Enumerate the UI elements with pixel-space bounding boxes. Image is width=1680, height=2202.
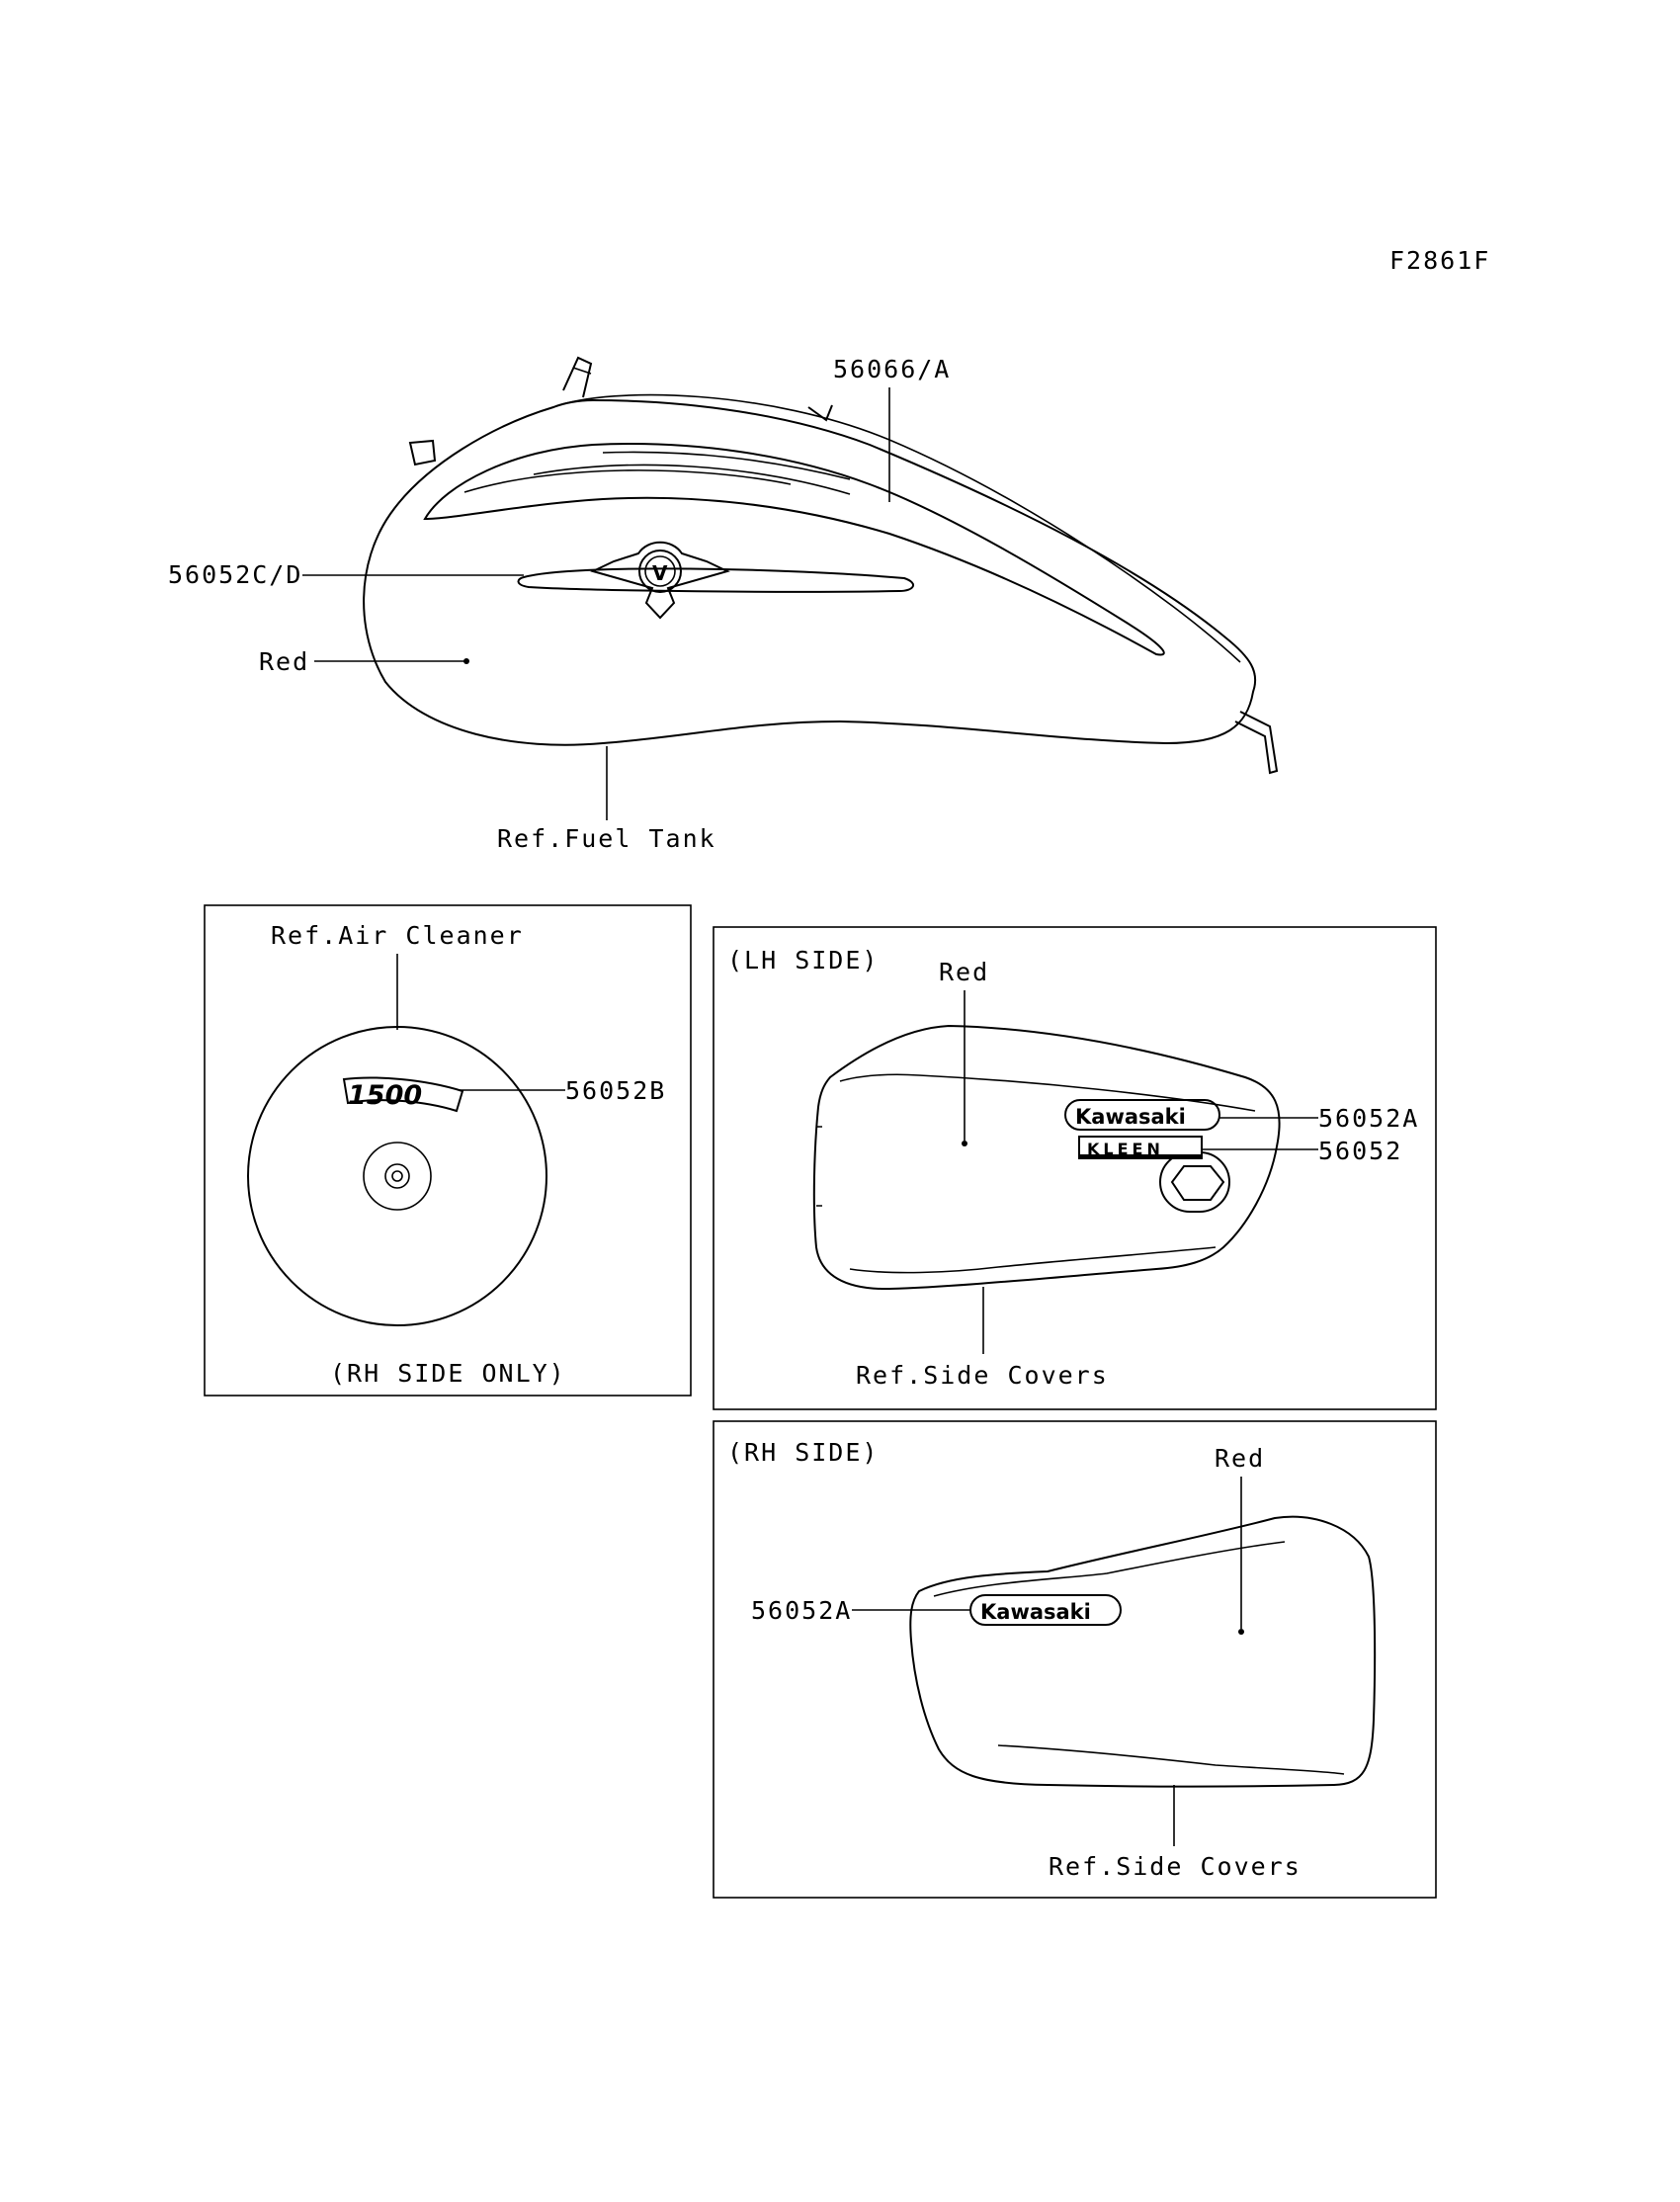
label-ref-air-cleaner: Ref.Air Cleaner [271, 921, 524, 950]
label-lh-ref-side-covers: Ref.Side Covers [856, 1361, 1109, 1390]
fuel-tank-drawing [364, 358, 1277, 773]
lh-side-heading: (LH SIDE) [727, 946, 880, 974]
tank-red-dot [463, 658, 469, 664]
label-56052cd: 56052C/D [168, 560, 303, 589]
label-rh-56052a: 56052A [751, 1596, 853, 1625]
label-rh-red: Red [1215, 1444, 1266, 1473]
rh-side-box [714, 1421, 1436, 1898]
air-cleaner-box [205, 905, 691, 1396]
lh-side-cover-drawing [814, 1026, 1280, 1289]
air-cleaner-cover-drawing [248, 1027, 546, 1325]
rh-side-cover-drawing [910, 1517, 1375, 1787]
figure-code: F2861F [1389, 246, 1491, 275]
label-lh-56052: 56052 [1318, 1137, 1403, 1165]
label-rh-side-only: (RH SIDE ONLY) [330, 1359, 566, 1388]
lh-kawasaki-logo: Kawasaki [1075, 1105, 1186, 1129]
label-56066a: 56066/A [833, 355, 952, 383]
rh-kawasaki-logo: Kawasaki [980, 1600, 1091, 1624]
air-cleaner-badge: 1500 [348, 1080, 423, 1111]
tank-emblem-letter: V [652, 561, 668, 585]
label-tank-red: Red [259, 647, 310, 676]
label-lh-red: Red [939, 958, 990, 986]
lh-side-box [714, 927, 1436, 1409]
label-56052b: 56052B [565, 1076, 667, 1105]
label-rh-ref-side-covers: Ref.Side Covers [1049, 1852, 1302, 1881]
lh-red-dot [962, 1141, 967, 1146]
rh-side-heading: (RH SIDE) [727, 1438, 880, 1467]
label-lh-56052a: 56052A [1318, 1104, 1420, 1133]
rh-red-dot [1238, 1629, 1244, 1635]
label-ref-fuel-tank: Ref.Fuel Tank [497, 824, 716, 853]
lh-klean-logo: KLEEN [1087, 1140, 1164, 1158]
